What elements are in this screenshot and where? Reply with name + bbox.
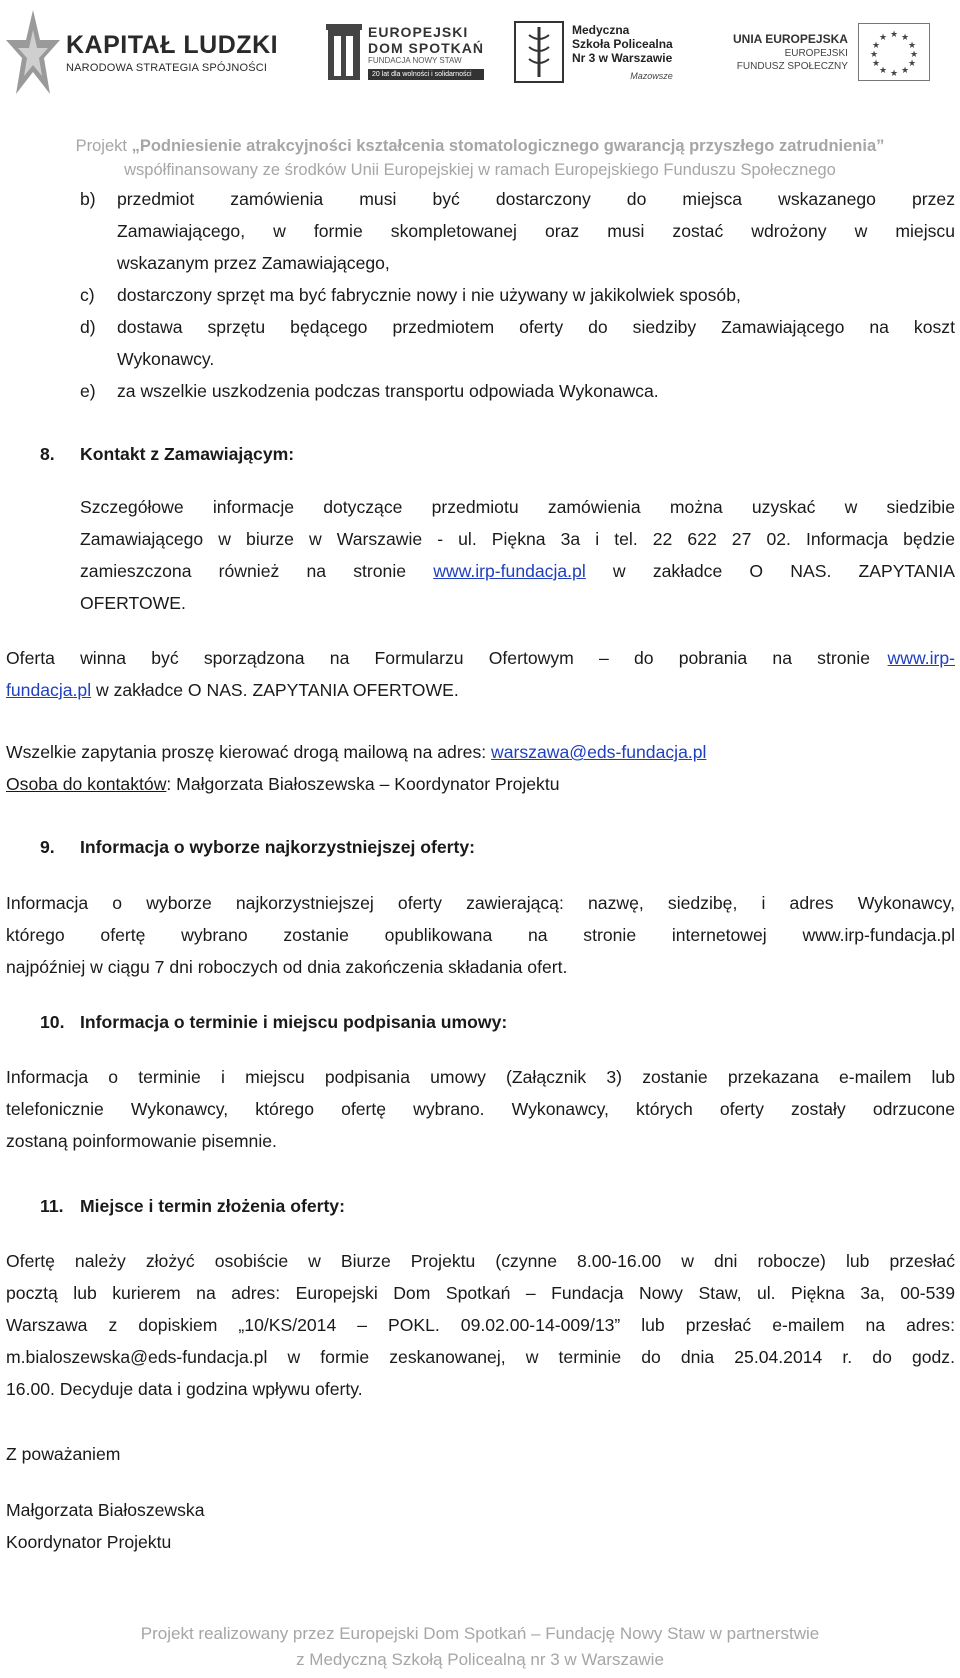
list-d-line2: Wykonawcy. (117, 349, 215, 369)
s8-p1-line3-post: w zakładce O NAS. ZAPYTANIA (585, 561, 955, 581)
s8-p1-line4: OFERTOWE. (80, 593, 186, 613)
svg-text:★: ★ (909, 50, 918, 60)
eu-line1: UNIA EUROPEJSKA (733, 31, 848, 46)
s8-p3-text: Wszelkie zapytania proszę kierować drogą mailową na adres: (6, 742, 492, 762)
irp-form-link-part2[interactable]: fundacja.pl (6, 680, 92, 700)
s11-line1: Ofertę należy złożyć osobiście w Biurze Projektu (czynne 8.00-16.00 w dni robocze) lub przesłać (6, 1251, 955, 1271)
s8-p3 (6, 736, 706, 768)
list-d-line1: dostawa sprzętu będącego przedmiotem oferty do siedziby Zamawiającego na koszt (117, 317, 955, 337)
svg-text:★: ★ (907, 41, 916, 51)
s11-line2: pocztą lub kurierem na adres: Europejski Dom Spotkań – Fundacja Nowy Staw, ul. Piękna 3a, 00-539 (6, 1283, 955, 1303)
s9-line2: którego ofertę wybrano zostanie opublikowana na stronie internetowej www.irp-fundacja.pl (6, 925, 955, 945)
svg-text:★: ★ (900, 66, 909, 76)
list-label-d: d) (80, 317, 96, 337)
s8-p1-line3 (80, 555, 955, 587)
section-9-number: 9. (40, 837, 55, 857)
footer-line2: z Medyczną Szkołą Policealną nr 3 w Warszawie (296, 1650, 664, 1669)
s8-p1-line3-text: zamieszczona również na stronie (80, 561, 434, 581)
s9-line1: Informacja o wyborze najkorzystniejszej oferty zawierającą: nazwę, siedzibę, i adres Wykonawcy, (6, 893, 955, 913)
svg-text:★: ★ (900, 33, 909, 43)
list-c-line1: dostarczony sprzęt ma być fabrycznie nowy i nie używany w jakikolwiek sposób, (117, 285, 741, 305)
msp3-line2: Szkoła Policealna (572, 37, 673, 51)
svg-text:★: ★ (878, 33, 887, 43)
s9-line3: najpóźniej w ciągu 7 dni roboczych od dnia zakończenia składania ofert. (6, 957, 568, 977)
eu-line3: FUNDUSZ SPOŁECZNY (736, 60, 848, 72)
list-b-line2: Zamawiającego, w formie skompletowanej oraz musi zostać wdrożony w miejscu (117, 221, 955, 241)
svg-text:★: ★ (907, 59, 916, 69)
eds-name-line2: DOM SPOTKAŃ (368, 40, 484, 56)
s8-p4 (6, 768, 560, 800)
kapital-ludzki-logo (6, 4, 278, 100)
svg-text:★: ★ (871, 41, 880, 51)
svg-text:★: ★ (869, 50, 878, 60)
s8-p1-line2: Zamawiającego w biurze w Warszawie - ul. Piękna 3a i tel. 22 622 27 02. Informacja będzie (80, 529, 955, 549)
section-11-title: Miejsce i termin złożenia oferty: (80, 1196, 345, 1216)
list-b-line3: wskazanym przez Zamawiającego, (117, 253, 390, 273)
project-prefix: Projekt (75, 137, 132, 155)
email-warszawa-link[interactable]: warszawa@eds-fundacja.pl (491, 742, 707, 762)
section-9-title: Informacja o wyborze najkorzystniejszej oferty: (80, 837, 475, 857)
msp3-mazowsze: Mazowsze (630, 71, 673, 81)
s8-p2-line1-text: Oferta winna być sporządzona na Formularzu Ofertowym – do pobrania na stronie (6, 648, 870, 668)
list-label-b: b) (80, 189, 96, 209)
eds-name-line1: EUROPEJSKI (368, 24, 469, 40)
contact-person-label: Osoba do kontaktów (6, 774, 167, 794)
eu-line2: EUROPEJSKI (784, 47, 848, 59)
project-title (0, 135, 960, 157)
list-b-line1: przedmiot zamówienia musi być dostarczony do miejsca wskazanego przez (117, 189, 955, 209)
msp3-line3: Nr 3 w Warszawie (572, 51, 673, 65)
cofinancing-note: współfinansowany ze środków Unii Europejskiej w ramach Europejskiego Funduszu Społecznego (124, 161, 836, 179)
section-8-number: 8. (40, 444, 55, 464)
greeting: Z poważaniem (6, 1444, 121, 1464)
logo-bar (0, 0, 960, 112)
svg-text:★: ★ (889, 30, 898, 40)
svg-text:★: ★ (871, 59, 880, 69)
project-name: „Podniesienie atrakcyjności kształcenia stomatologicznego gwarancją przyszłego zatrudnienia” (131, 137, 885, 155)
eds-building-icon (326, 22, 362, 82)
s10-line1: Informacja o terminie i miejscu podpisania umowy (Załącznik 3) zostanie przekazana e-mailem lub (6, 1067, 955, 1087)
kapital-ludzki-name: KAPITAŁ LUDZKI (66, 30, 279, 59)
svg-text:★: ★ (878, 66, 887, 76)
irp-fundacja-link[interactable]: www.irp-fundacja.pl (433, 561, 586, 581)
eds-name-line3: FUNDACJA NOWY STAW (368, 56, 462, 65)
signatory-role: Koordynator Projektu (6, 1532, 172, 1552)
msp3-logo (514, 4, 673, 100)
s8-p1-line1: Szczegółowe informacje dotyczące przedmiotu zamówienia można uzyskać w siedzibie (80, 497, 955, 517)
eu-flag-icon (858, 23, 930, 81)
s10-line3: zostaną poinformowanie pisemnie. (6, 1131, 277, 1151)
signatory-name: Małgorzata Białoszewska (6, 1500, 205, 1520)
list-label-e: e) (80, 381, 96, 401)
s10-line2: telefonicznie Wykonawcy, którego ofertę wybrano. Wykonawcy, których oferty zostały odrzucone (6, 1099, 955, 1119)
eu-logo (733, 4, 930, 100)
section-10-title: Informacja o terminie i miejscu podpisania umowy: (80, 1012, 508, 1032)
s8-p2-line1 (6, 642, 955, 674)
eds-band: 20 lat dla wolności i solidarności (368, 69, 484, 80)
eds-logo (326, 4, 484, 100)
s11-line4: m.bialoszewska@eds-fundacja.pl w formie zeskanowanej, w terminie do dnia 25.04.2014 r. do godz. (6, 1347, 955, 1367)
msp3-line1: Medyczna (572, 23, 630, 37)
section-8-title: Kontakt z Zamawiającym: (80, 444, 295, 464)
s8-p2-line2-text: w zakładce O NAS. ZAPYTANIA OFERTOWE. (91, 680, 459, 700)
medical-caduceus-icon (514, 21, 564, 83)
kapital-ludzki-star-icon (6, 10, 60, 94)
list-label-c: c) (80, 285, 95, 305)
s11-line3: Warszawa z dopiskiem „10/KS/2014 – POKL. 09.02.00-14-009/13” lub przesłać e-mailem na adres: (6, 1315, 955, 1335)
list-e-line1: za wszelkie uszkodzenia podczas transportu odpowiada Wykonawca. (117, 381, 659, 401)
section-11-number: 11. (40, 1196, 64, 1216)
svg-text:★: ★ (889, 69, 898, 79)
kapital-ludzki-subtitle: NARODOWA STRATEGIA SPÓJNOŚCI (66, 61, 268, 74)
contact-person: : Małgorzata Białoszewska – Koordynator Projektu (166, 774, 560, 794)
footer-line1: Projekt realizowany przez Europejski Dom Spotkań – Fundację Nowy Staw w partnerstwie (140, 1624, 820, 1643)
s8-p2-line2 (6, 674, 459, 706)
section-10-number: 10. (40, 1012, 65, 1032)
irp-form-link-part1[interactable]: www.irp- (887, 648, 955, 668)
s11-line5: 16.00. Decyduje data i godzina wpływu oferty. (6, 1379, 363, 1399)
